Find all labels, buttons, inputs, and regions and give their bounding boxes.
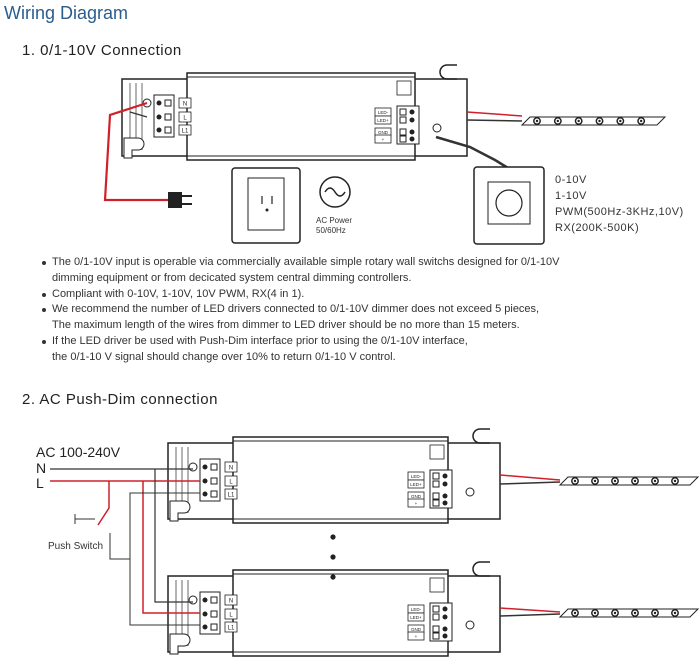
wire: [500, 608, 560, 612]
terminal-screw: [443, 615, 448, 620]
terminal-screw: [410, 110, 415, 115]
terminal-screw: [203, 598, 208, 603]
ac-power-text: AC Power: [316, 216, 353, 225]
note-line: If the LED driver be used with Push-Dim interface prior to using the 0/1-10V interface,: [52, 334, 468, 347]
dip-switch: [430, 578, 444, 592]
led-driver: [168, 429, 500, 523]
page-title: Wiring Diagram: [4, 3, 129, 23]
terminal-screw: [203, 492, 208, 497]
section-heading-push-dim: 2. AC Push-Dim connection: [22, 391, 218, 408]
terminal-screw: [203, 479, 208, 484]
terminal-label: GND: [411, 627, 421, 632]
terminal-screw: [443, 627, 448, 632]
terminal-label: LED-: [410, 474, 422, 479]
terminal-label: L: [229, 612, 233, 619]
outlet-face: [248, 178, 284, 230]
terminal-screw: [203, 465, 208, 470]
terminal-port: [400, 109, 406, 115]
terminal-screw: [443, 607, 448, 612]
note-line: The 0/1-10V input is operable via commercially available simple rotary wall switchs designed for 0/1-10V: [52, 256, 560, 268]
continuation-dot: [330, 534, 335, 539]
outlet-ground: [266, 209, 269, 212]
terminal-label: L1: [227, 492, 235, 499]
terminal-port: [165, 127, 171, 133]
led: [574, 480, 576, 482]
terminal-port: [400, 136, 406, 142]
dimmer-modes: [555, 172, 684, 236]
note-item: [40, 334, 559, 366]
led: [557, 120, 559, 122]
ac-frequency-text: 50/60Hz: [316, 226, 346, 235]
screw: [189, 596, 197, 604]
terminal-label: L1: [227, 625, 235, 632]
note-item: [40, 255, 559, 287]
terminal-port: [433, 606, 439, 612]
continuation-dot: [330, 554, 335, 559]
terminal-label: +: [414, 634, 418, 639]
note-line: the 0/1-10 V signal should change over 10% to return 0/1-10 V control.: [52, 350, 396, 363]
terminal-label: GND: [411, 494, 421, 499]
terminal-label: N: [182, 101, 188, 108]
led: [574, 612, 576, 614]
terminal-port: [433, 633, 439, 639]
ac-power-label: [316, 216, 352, 236]
terminal-port: [433, 481, 439, 487]
terminal-screw: [410, 130, 415, 135]
terminal-port: [211, 597, 217, 603]
dip-switch: [430, 445, 444, 459]
screw: [189, 463, 197, 471]
led: [619, 120, 621, 122]
terminal-label: L: [183, 115, 187, 122]
led: [634, 480, 636, 482]
wire: [467, 120, 522, 121]
led: [634, 612, 636, 614]
push-switch-label: Push Switch: [48, 541, 104, 552]
mounting-slot: [473, 562, 490, 576]
led: [614, 480, 616, 482]
terminal-screw: [203, 612, 208, 617]
terminal-label: LED+: [410, 615, 422, 620]
note-line: We recommend the number of LED drivers connected to 0/1-10V dimmer does not exceed 5 pieces,: [52, 303, 540, 316]
terminal-label: +: [381, 137, 385, 142]
terminal-label: N: [228, 465, 234, 472]
led: [594, 480, 596, 482]
terminal-port: [400, 117, 406, 123]
neutral-label: N: [36, 460, 47, 476]
mounting-slot: [440, 65, 457, 79]
wire: [500, 614, 560, 616]
dip-switch: [397, 81, 411, 95]
terminal-label: N: [228, 598, 234, 605]
terminal-label: LED+: [377, 118, 389, 123]
led: [674, 612, 676, 614]
led: [654, 480, 656, 482]
terminal-port: [433, 500, 439, 506]
led: [594, 612, 596, 614]
note-line: The maximum length of the wires from dimmer to LED driver should be no more than 15 meters.: [52, 319, 520, 332]
led: [598, 120, 600, 122]
led: [654, 612, 656, 614]
ac-voltage-label: AC 100-240V: [36, 444, 121, 460]
led: [614, 612, 616, 614]
terminal-screw: [443, 482, 448, 487]
push-switch-contact: [98, 481, 109, 525]
terminal-port: [400, 129, 406, 135]
terminal-port: [433, 473, 439, 479]
dimmer-mode: RX(200K-500K): [555, 222, 640, 234]
terminal-port: [211, 464, 217, 470]
live-label: L: [36, 475, 44, 491]
wire: [500, 482, 560, 484]
mounting-slot: [473, 429, 490, 443]
terminal-label: GND: [378, 130, 388, 135]
note-item: [40, 287, 559, 303]
terminal-screw: [203, 625, 208, 630]
screw: [466, 621, 474, 629]
led: [577, 120, 579, 122]
terminal-label: L1: [181, 128, 189, 135]
dimmer-knob: [496, 190, 522, 216]
terminal-port: [211, 478, 217, 484]
section-heading-0-1-10v: 1. 0/1-10V Connection: [22, 42, 182, 59]
terminal-label: LED-: [377, 110, 389, 115]
terminal-screw: [410, 137, 415, 142]
terminal-port: [165, 100, 171, 106]
terminal-label: LED+: [410, 482, 422, 487]
terminal-port: [211, 624, 217, 630]
notes-list: [40, 255, 559, 366]
terminal-screw: [157, 115, 162, 120]
terminal-port: [433, 493, 439, 499]
led: [674, 480, 676, 482]
note-line: dimming equipment or from decicated system central dimming controllers.: [52, 271, 412, 284]
terminal-screw: [157, 101, 162, 106]
wire: [467, 112, 522, 116]
terminal-port: [433, 626, 439, 632]
dimmer-mode: 0-10V: [555, 174, 587, 186]
terminal-screw: [443, 494, 448, 499]
terminal-label: LED-: [410, 607, 422, 612]
screw: [466, 488, 474, 496]
dimmer-mode: PWM(500Hz-3KHz,10V): [555, 206, 684, 218]
wire: [500, 475, 560, 480]
terminal-screw: [443, 501, 448, 506]
led-driver: [122, 65, 467, 160]
terminal-screw: [443, 634, 448, 639]
terminal-port: [433, 614, 439, 620]
led: [640, 120, 642, 122]
plug-icon: [168, 192, 182, 208]
terminal-port: [165, 114, 171, 120]
terminal-label: +: [414, 501, 418, 506]
terminal-label: L: [229, 479, 233, 486]
screw: [433, 124, 441, 132]
terminal-screw: [157, 128, 162, 133]
dimmer-mode: 1-10V: [555, 190, 587, 202]
sine-wave: [325, 188, 345, 196]
led: [536, 120, 538, 122]
terminal-screw: [410, 118, 415, 123]
note-item: [40, 302, 559, 334]
terminal-port: [211, 611, 217, 617]
note-line: Compliant with 0-10V, 1-10V, 10V PWM, RX(4 in 1).: [52, 287, 305, 300]
terminal-screw: [443, 474, 448, 479]
continuation-dot: [330, 574, 335, 579]
terminal-port: [211, 491, 217, 497]
